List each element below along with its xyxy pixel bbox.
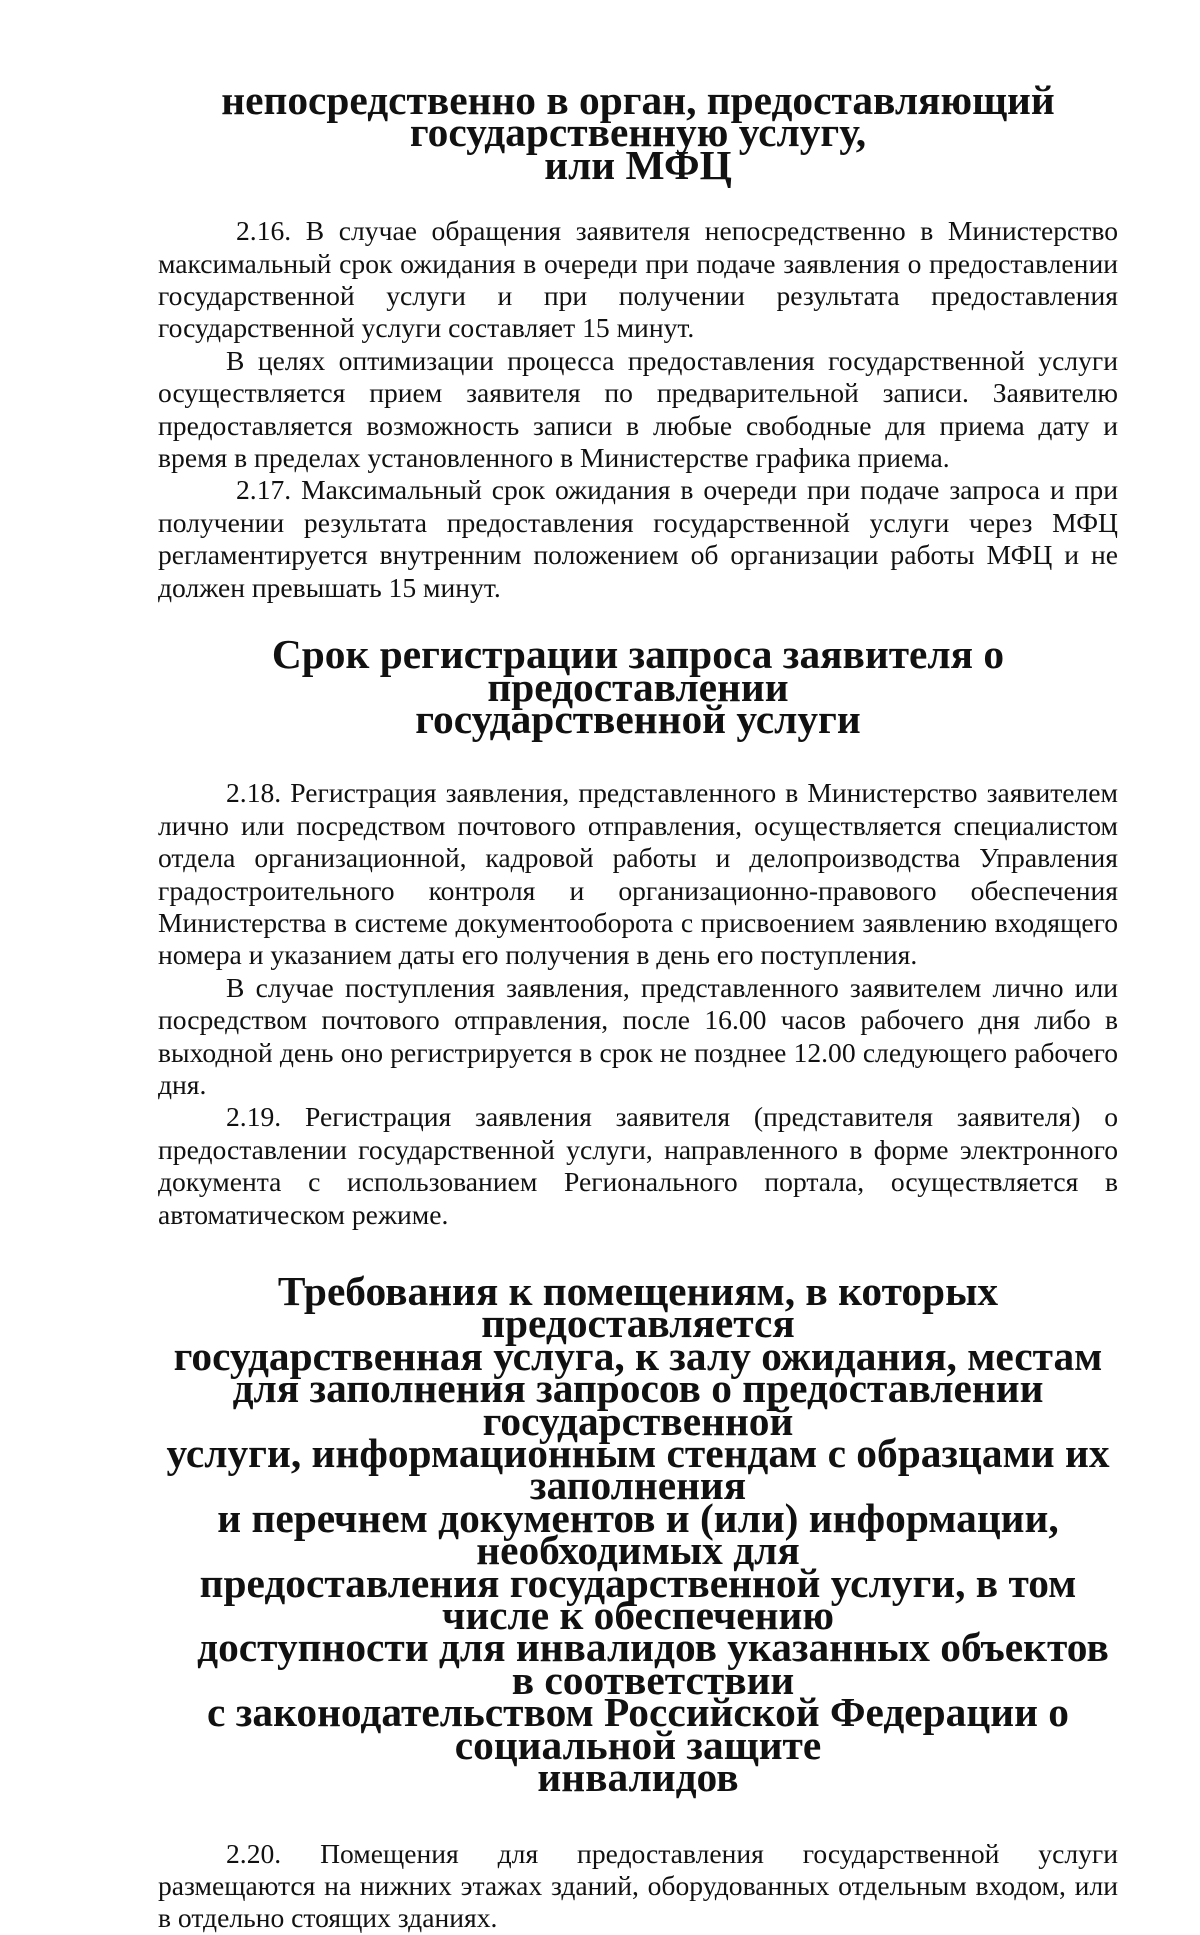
paragraph-2-18: 2.18. Регистрация заявления, представленного в Министерство заявителем лично или посредством почтового отправления, осуществляется специалистом отдела организационной, кадровой работы и делопроизводства Управления градостроительного контроля и организационно-правового обеспечения Министерства в системе документооборота с присвоением заявлению входящего номера и указанием даты его получения в день его поступления. (158, 777, 1118, 971)
heading-line: государственной услуги (415, 695, 861, 742)
paragraph-late-registration: В случае поступления заявления, представленного заявителем лично или посредством почтового отправления, после 16.00 часов рабочего дня либо в выходной день оно регистрируется в срок не позднее 12.00 следующего рабочего дня. (158, 971, 1118, 1100)
heading-line: государственная услуга, к залу ожидания, местам (173, 1332, 1103, 1379)
heading-line: с законодательством Российской Федерации о социальной защите (207, 1689, 1069, 1768)
section-heading-registration (158, 631, 1118, 742)
paragraph-appointment: В целях оптимизации процесса предоставления государственной услуги осуществляется прием заявителя по предварительной записи. Заявителю предоставляется возможность записи в любые свободные для приема дату и время в пределах установленного в Министерстве графика приема. (158, 344, 1118, 474)
heading-line: Требования к помещениям, в которых предоставляется (277, 1268, 999, 1347)
heading-line: и перечнем документов и (или) информации, необходимых для (217, 1494, 1059, 1574)
paragraph-2-19: 2.19. Регистрация заявления заявителя (представителя заявителя) о предоставлении государственной услуги, направленного в форме электронного документа с использованием Регионального портала, осуществляется в автоматическом режиме. (158, 1101, 1118, 1230)
heading-line: или МФЦ (544, 141, 732, 188)
heading-line: доступности для инвалидов указанных объектов в соответствии (197, 1624, 1109, 1703)
heading-line: непосредственно в орган, предоставляющий государственную услугу, (221, 77, 1055, 156)
paragraph-2-17: 2.17. Максимальный срок ожидания в очереди при подаче запроса и при получении результата предоставления государственной услуги через МФЦ регламентируется внутренним положением об организации работы МФЦ и не должен превышать 15 минут. (158, 474, 1118, 603)
heading-line: для заполнения запросов о предоставлении государственной (232, 1365, 1044, 1444)
paragraph-2-20: 2.20. Помещения для предоставления государственной услуги размещаются на нижних этажах зданий, оборудованных отдельным входом, или в отдельно стоящих зданиях. (158, 1837, 1118, 1934)
paragraph-2-16: 2.16. В случае обращения заявителя непосредственно в Министерство максимальный срок ожидания в очереди при подаче заявления о предоставлении государственной услуги и при получении результата предоставления государственной услуги составляет 15 минут. (158, 215, 1118, 344)
section-heading-requirements (158, 1268, 1118, 1801)
document-page (158, 77, 1118, 1935)
heading-line: услуги, информационным стендам с образцами их заполнения (166, 1430, 1110, 1509)
heading-line: предоставления государственной услуги, в том числе к обеспечению (199, 1559, 1077, 1639)
section-heading-queue (158, 77, 1118, 188)
heading-line: Срок регистрации запроса заявителя о предоставлении (271, 631, 1005, 710)
heading-line: инвалидов (537, 1754, 739, 1801)
